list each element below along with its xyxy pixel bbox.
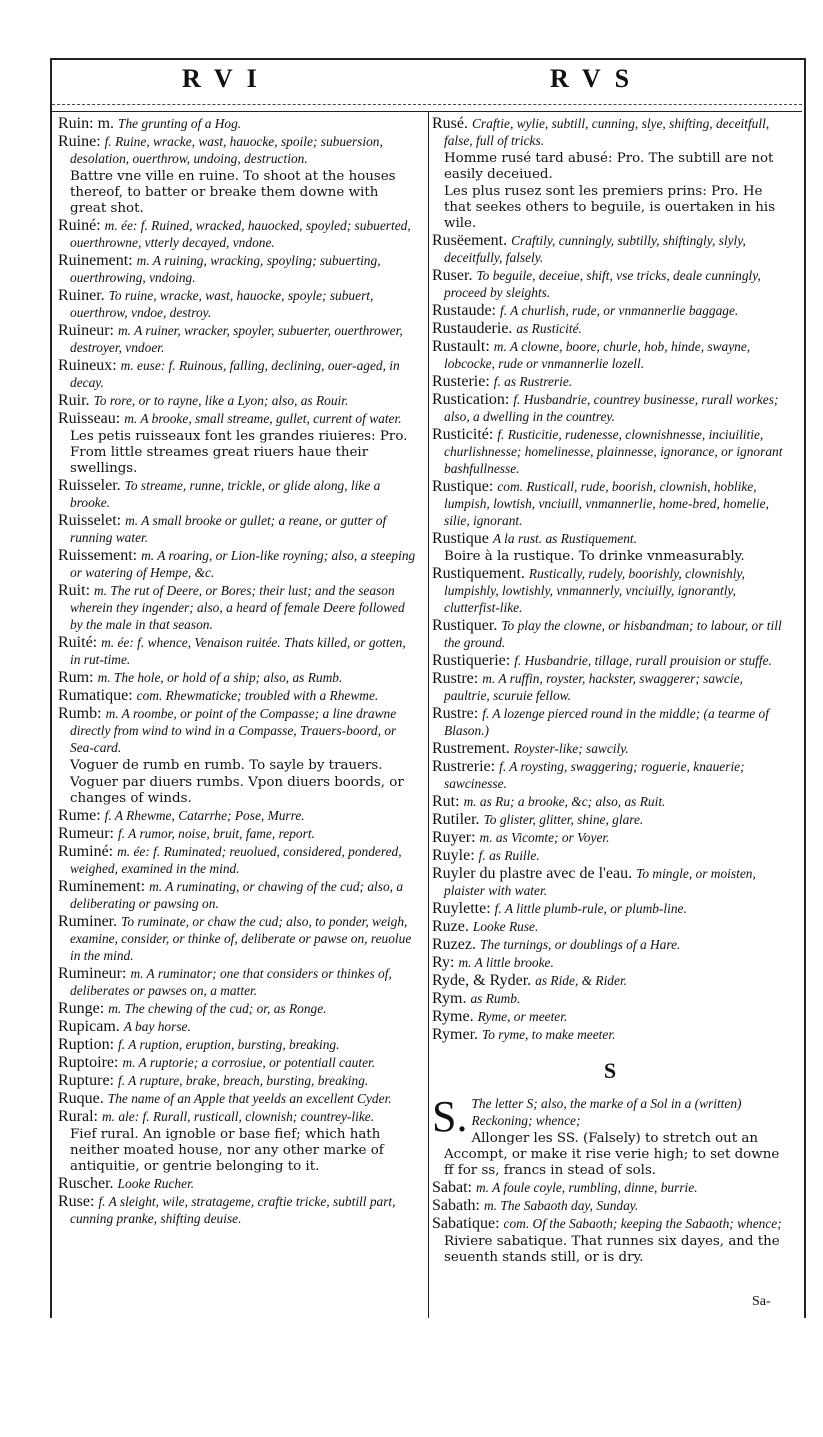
dictionary-entry (58, 808, 418, 825)
definition: To play the clowne, or hisbandman; to labour, or till the ground. (444, 618, 782, 650)
dictionary-entry (432, 303, 788, 320)
dictionary-entry (58, 1055, 418, 1072)
dictionary-entry (58, 116, 418, 133)
definition: m. as Vicomte; or Voyer. (479, 830, 610, 845)
headword: Ruyer: (432, 829, 480, 846)
dictionary-entry (432, 973, 788, 990)
definition: m. A roombe, or point of the Compasse; a line drawne directly from wind to wind in a Compasse, Trauers-boord, or Sea-card. (70, 706, 397, 755)
headword: Ry: (432, 954, 459, 971)
section-intro (432, 1092, 788, 1141)
dictionary-entry (58, 478, 418, 512)
dictionary-entry (432, 955, 788, 972)
headword: Rumineur: (58, 965, 131, 982)
dictionary-entry (432, 741, 788, 758)
definition: com. Of the Sabaoth; keeping the Sabaoth; whence; (503, 1216, 782, 1231)
dictionary-entry (432, 374, 788, 391)
definition: m. ée: f. Ruminated; reuolued, considered, pondered, weighed, examined in the mind. (70, 844, 402, 876)
headword: Rustauderie. (432, 320, 517, 337)
section-letter: S (603, 1058, 617, 1083)
definition: m. A ruminating, or chawing of the cud; also, a deliberating or pawsing on. (70, 879, 404, 911)
headword: Ruité: (58, 634, 102, 651)
dictionary-entry (58, 323, 418, 357)
running-head-left: RVI (182, 64, 271, 93)
dictionary-entry (432, 566, 788, 617)
headword: Ruir. (58, 392, 94, 409)
dictionary-entry (432, 919, 788, 936)
definition: f. A rupture, brake, breach, bursting, breaking. (118, 1073, 369, 1088)
headword: Ruptoire: (58, 1054, 123, 1071)
headword: Rusëement. (432, 232, 512, 249)
definition: m. A foule coyle, rumbling, dinne, burrie. (476, 1180, 698, 1195)
headword: Sabath: (432, 1197, 484, 1214)
headword: Ruisseler. (58, 477, 125, 494)
dictionary-entry (432, 116, 788, 150)
sub-entry: Fief rural. An ignoble or base fief; which hath neither moated house, nor any other marke of antiquitie, or gentrie belonging to it. (70, 1127, 384, 1174)
headword: Ruiner. (58, 287, 109, 304)
definition: m. as Ru; a brooke, &c; also, as Ruit. (463, 794, 666, 809)
dictionary-entry (58, 670, 418, 687)
definition: as Rumb. (470, 991, 521, 1006)
dictionary-entry (58, 1001, 418, 1018)
dictionary-entry (432, 268, 788, 302)
dictionary-entry (58, 879, 418, 913)
headword: Ruin: m. (58, 115, 119, 132)
headword: Rusé. (432, 115, 472, 132)
dictionary-entry (58, 844, 418, 878)
dictionary-entry (432, 618, 788, 652)
definition: The turnings, or doublings of a Hare. (479, 937, 681, 952)
headword: Rumeur: (58, 825, 118, 842)
dictionary-entry (58, 513, 418, 547)
sub-entry: Les plus rusez sont les premiers prins: Pro. He that seekes others to beguile, is ouertaken in his wile. (444, 184, 776, 231)
dictionary-entry (432, 1009, 788, 1026)
headword: Ruyler du plastre avec de l'eau. (432, 865, 637, 882)
headword: Rustiquerie: (432, 652, 515, 669)
definition: To glister, glitter, shine, glare. (483, 812, 644, 827)
dictionary-entry (58, 1091, 418, 1108)
headword: Rustiquer. (432, 617, 502, 634)
definition: f. A little plumb-rule, or plumb-line. (494, 901, 687, 916)
dictionary-entry (58, 393, 418, 410)
definition: f. Rusticitie, rudenesse, clownishnesse, inciuilitie, churlishnesse; homelinesse, plainnesse, ignorance, or ignorant bashfullnesse. (444, 427, 783, 476)
definition: f. A rumor, noise, bruit, fame, report. (118, 826, 315, 841)
dictionary-entry (58, 411, 418, 428)
definition: m. A brooke, small streame, gullet, current of water. (124, 411, 402, 426)
section-entries (432, 1131, 788, 1266)
sub-entry: Homme rusé tard abusé: Pro. The subtill are not easily deceiued. (444, 151, 774, 182)
dictionary-entry (58, 966, 418, 1000)
dictionary-entry (432, 339, 788, 373)
headword: Rutiler. (432, 811, 484, 828)
headword: Rumatique: (58, 687, 137, 704)
dictionary-entry (58, 826, 418, 843)
dictionary-entry (432, 866, 788, 900)
dictionary-entry (432, 991, 788, 1008)
definition: Ryme, or meeter. (477, 1009, 568, 1024)
definition: A la rust. as Rustiquement. (492, 531, 637, 546)
definition: Looke Rucher. (117, 1176, 195, 1191)
definition: f. Ruine, wracke, wast, hauocke, spoile; subuersion, desolation, ouerthrow, undoing, destruction. (70, 134, 383, 166)
headword: Ruiné: (58, 217, 105, 234)
header-rule (52, 111, 802, 112)
headword: Rustique: (432, 478, 498, 495)
headword: Rum: (58, 669, 98, 686)
dictionary-entry (432, 479, 788, 530)
dictionary-entry (432, 671, 788, 705)
headword: Rupture: (58, 1072, 118, 1089)
headword: Sabat: (432, 1179, 476, 1196)
dictionary-entry (432, 1027, 788, 1044)
dictionary-entry (58, 1037, 418, 1054)
dictionary-entry (58, 635, 418, 669)
right-column-entries (432, 116, 788, 1044)
dictionary-entry (58, 1194, 418, 1228)
definition: as Ride, & Rider. (535, 973, 628, 988)
definition: m. A ruffin, royster, hackster, swaggerer; sawcie, paultrie, scuruie fellow. (444, 671, 743, 703)
definition: The grunting of a Hog. (118, 116, 242, 131)
dictionary-entry (432, 794, 788, 811)
dictionary-entry (58, 134, 418, 168)
headword: Ruine: (58, 133, 105, 150)
right-column (432, 116, 788, 1267)
definition: To beguile, deceiue, shift, vse tricks, deale cunningly, proceed by sleights. (444, 268, 761, 300)
definition: Royster-like; sawcily. (513, 741, 629, 756)
headword: Rustication: (432, 391, 514, 408)
headword: Rusterie: (432, 373, 494, 390)
sub-entry: Boire à la rustique. To drinke vnmeasurably. (444, 549, 745, 564)
definition: m. ée: f. Ruined, wracked, hauocked, spoyled; subuerted, ouerthrowne, vtterly decayed, vndone. (70, 218, 411, 250)
dropcap: S. (432, 1092, 468, 1141)
headword: Ruissement: (58, 547, 142, 564)
headword: Rym. (432, 990, 471, 1007)
definition: f. A ruption, eruption, bursting, breaking. (118, 1037, 340, 1052)
sub-entry: Les petis ruisseaux font les grandes riuieres: Pro. From little streames great riuers haue their swellings. (70, 429, 408, 476)
headword: Rusticité: (432, 426, 498, 443)
headword: Ruminer. (58, 913, 122, 930)
definition: The name of an Apple that yeelds an excellent Cyder. (107, 1091, 392, 1106)
definition: m. The Sabaoth day, Sunday. (484, 1198, 639, 1213)
header-dashed-rule (52, 104, 802, 105)
dictionary-entry (432, 1198, 788, 1215)
definition: m. A ruminator; one that considers or thinkes of, deliberates or pawses on, a matter. (70, 966, 392, 998)
definition: f. Husbandrie, tillage, rurall prouision or stuffe. (514, 653, 772, 668)
definition: f. as Rustrerie. (493, 374, 573, 389)
left-column (58, 116, 418, 1229)
definition: f. A sleight, wile, stratageme, craftie tricke, subtill part, cunning pranke, shifting deuise. (70, 1194, 396, 1226)
definition: f. A churlish, rude, or vnmannerlie baggage. (500, 303, 739, 318)
definition: Rustically, rudely, boorishly, clownishly, lumpishly, lowtishly, vnmannerly, vnciuilly, ignorantly, clutterfist-like. (444, 566, 745, 615)
headword: Rustre: (432, 670, 483, 687)
definition: m. ée: f. whence, Venaison ruitée. Thats killed, or gotten, in rut-time. (70, 635, 406, 667)
headword: Ruisseau: (58, 410, 125, 427)
headword: Runge: (58, 1000, 109, 1017)
dictionary-entry (58, 1019, 418, 1036)
dictionary-entry (432, 1180, 788, 1197)
headword: Ruse: (58, 1193, 99, 1210)
sub-entry: Riviere sabatique. That runnes six dayes, and the seuenth stands still, or is dry. (444, 1234, 780, 1265)
definition: com. Rhewmaticke; troubled with a Rhewme. (136, 688, 379, 703)
headword: Rustique (432, 530, 493, 547)
definition: To ruminate, or chaw the cud; also, to ponder, weigh, examine, consider, or thinke of, deliberate or pawse on, reuolue in the mind. (70, 914, 412, 963)
sub-entry: Battre vne ville en ruine. To shoot at the houses thereof, to batter or breake them downe with great shot. (70, 169, 396, 216)
dictionary-entry (432, 427, 788, 478)
definition: To streame, runne, trickle, or glide along, like a brooke. (70, 478, 381, 510)
dictionary-entry (432, 653, 788, 670)
dictionary-entry (432, 812, 788, 829)
dictionary-entry (432, 233, 788, 267)
dictionary-entry (58, 288, 418, 322)
dropcap-text: The letter S; also, the marke of a Sol in a (written) Reckoning; whence; (471, 1096, 742, 1128)
headword: Rume: (58, 807, 105, 824)
dictionary-entry (432, 848, 788, 865)
dictionary-entry (58, 688, 418, 705)
definition: To mingle, or moisten, plaister with water. (444, 866, 756, 898)
dictionary-entry (58, 218, 418, 252)
headword: Ruyle: (432, 847, 479, 864)
headword: Ruscher. (58, 1175, 118, 1192)
headword: Ruminement: (58, 878, 150, 895)
dictionary-entry (58, 358, 418, 392)
definition: m. A clowne, boore, churle, hob, hinde, swayne, lobcocke, rude or vnmannerlie lozell. (444, 339, 751, 371)
headword: Ruzez. (432, 936, 480, 953)
definition: Looke Ruse. (472, 919, 539, 934)
headword: Ruminé: (58, 843, 118, 860)
dictionary-entry (432, 392, 788, 426)
headword: Ruser. (432, 267, 477, 284)
dictionary-entry (432, 830, 788, 847)
definition: as Rusticité. (516, 321, 582, 336)
sub-entry: Allonger les SS. (Falsely) to stretch out an Accompt, or make it rise verie high; to set downe ff for ss, francs in stead of sols. (444, 1131, 780, 1178)
definition: m. A ruining, wracking, spoyling; subuerting, ouerthrowing, vndoing. (70, 253, 381, 285)
dictionary-entry (432, 901, 788, 918)
headword: Ruption: (58, 1036, 119, 1053)
definition: f. A Rhewme, Catarrhe; Pose, Murre. (104, 808, 305, 823)
definition: m. The hole, or hold of a ship; also, as Rumb. (97, 670, 343, 685)
definition: m. A small brooke or gullet; a reane, or gutter of running water. (70, 513, 387, 545)
definition: m. A ruptorie; a corrosiue, or potentiall cauter. (122, 1055, 376, 1070)
definition: com. Rusticall, rude, boorish, clownish, hoblike, lumpish, lowtish, vnciuill, vnmannerlie, home-bred, homelie, silie, ignorant. (444, 479, 769, 528)
headword: Ruylette: (432, 900, 495, 917)
definition: Craftie, wylie, subtill, cunning, slye, shifting, deceitfull, false, full of tricks. (444, 116, 770, 148)
dictionary-entry (432, 706, 788, 740)
headword: Sabatique: (432, 1215, 504, 1232)
dictionary-entry (58, 1109, 418, 1126)
definition: m. euse: f. Ruinous, falling, declining, ouer-aged, in decay. (70, 358, 400, 390)
dictionary-entry (58, 253, 418, 287)
headword: Rumb: (58, 705, 106, 722)
headword: Rustrement. (432, 740, 514, 757)
headword: Rustaude: (432, 302, 500, 319)
sub-entry: Voguer de rumb en rumb. To sayle by trauers. (70, 758, 383, 773)
dictionary-entry (58, 706, 418, 757)
headword: Rut: (432, 793, 464, 810)
sub-entry: Voguer par diuers rumbs. Vpon diuers boords, or changes of winds. (70, 775, 404, 806)
headword: Ruze. (432, 918, 473, 935)
headword: Rustault: (432, 338, 494, 355)
headword: Rustre: (432, 705, 483, 722)
definition: A bay horse. (123, 1019, 191, 1034)
dictionary-entry (432, 937, 788, 954)
headword: Rustrerie: (432, 758, 500, 775)
column-divider (428, 111, 429, 1318)
definition: m. A roaring, or Lion-like royning; also, a steeping or watering of Hempe, &c. (70, 548, 416, 580)
headword: Ruisselet: (58, 512, 126, 529)
headword: Rymer. (432, 1026, 483, 1043)
definition: m. A little brooke. (458, 955, 554, 970)
headword: Rustiquement. (432, 565, 529, 582)
definition: f. A lozenge pierced round in the middle; (a tearme of Blason.) (444, 706, 769, 738)
headword: Rupicam. (58, 1018, 124, 1035)
definition: m. The chewing of the cud; or, as Ronge. (108, 1001, 327, 1016)
definition: To rore, or to rayne, like a Lyon; also, as Rouir. (93, 393, 349, 408)
headword: Ryde, & Ryder. (432, 972, 536, 989)
definition: m. The rut of Deere, or Bores; their lust; and the season wherein they ingender; also, a heard of female Deere followed by the male in that season. (70, 583, 405, 632)
running-head-right: RVS (550, 64, 644, 93)
headword: Ruineur: (58, 322, 118, 339)
definition: m. ale: f. Rurall, rusticall, clownish; countrey-like. (102, 1109, 375, 1124)
headword: Ruinement: (58, 252, 137, 269)
catchword: Sa- (752, 1294, 771, 1309)
definition: f. as Ruille. (478, 848, 540, 863)
headword: Ruit: (58, 582, 95, 599)
definition: m. A ruiner, wracker, spoyler, subuerter, ouerthrower, destroyer, vndoer. (70, 323, 403, 355)
dictionary-entry (58, 914, 418, 965)
headword: Ryme. (432, 1008, 478, 1025)
dictionary-entry (58, 1176, 418, 1193)
dictionary-entry (432, 321, 788, 338)
dictionary-entry (432, 1216, 788, 1233)
definition: To ryme, to make meeter. (482, 1027, 616, 1042)
dictionary-entry (58, 1073, 418, 1090)
definition: f. Husbandrie, countrey businesse, rurall workes; also, a dwelling in the countrey. (444, 392, 779, 424)
headword: Ruineux: (58, 357, 121, 374)
definition: To ruine, wracke, wast, hauocke, spoyle; subuert, ouerthrow, vndoe, destroy. (70, 288, 374, 320)
headword: Rural: (58, 1108, 102, 1125)
dictionary-entry (432, 759, 788, 793)
dictionary-entry (58, 583, 418, 634)
definition: Craftily, cunningly, subtilly, shiftingly, slyly, deceitfully, falsely. (444, 233, 746, 265)
dictionary-entry (432, 531, 788, 548)
dictionary-entry (58, 548, 418, 582)
headword: Ruque. (58, 1090, 108, 1107)
definition: f. A roysting, swaggering; roguerie, knauerie; sawcinesse. (444, 759, 745, 791)
